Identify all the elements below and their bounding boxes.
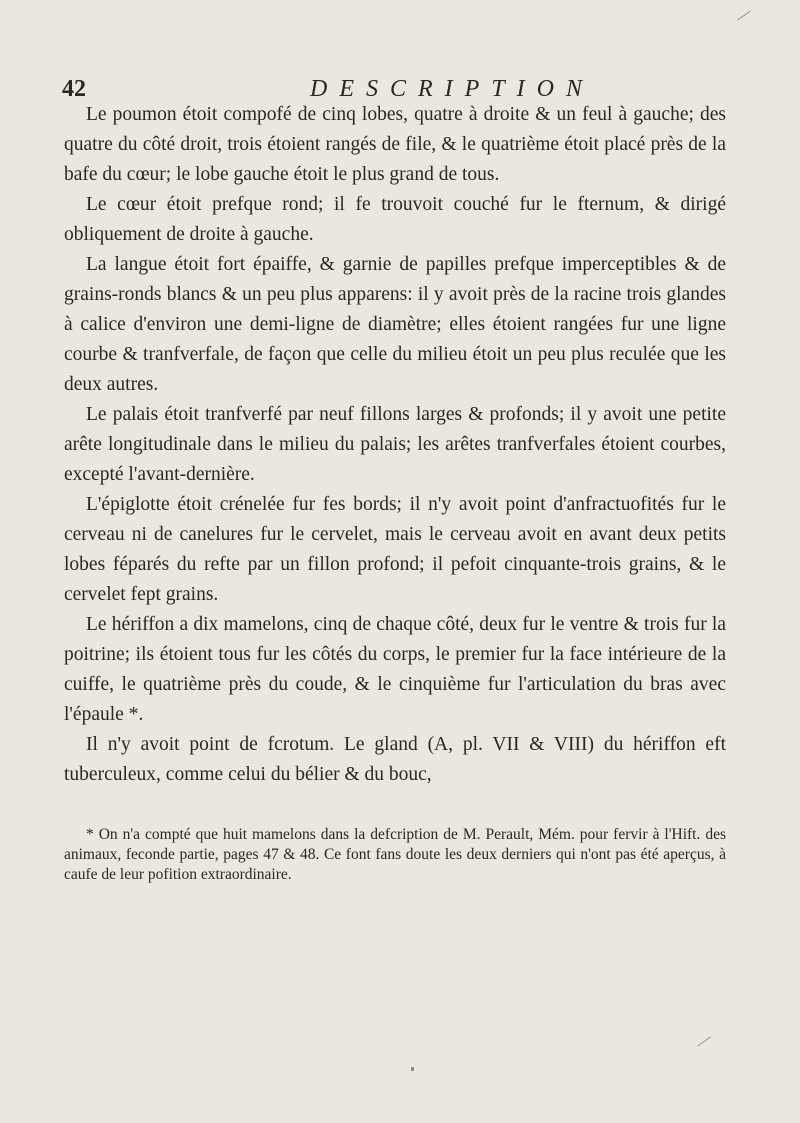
paragraph: Le poumon étoit compofé de cinq lobes, quatre à droite & un feul à gauche; des quatre du côté droit, trois étoient rangés de file, & le quatrième étoit placé près de la bafe du cœur; le lobe gauche étoit le plus grand de tous.	[64, 104, 726, 185]
page-number: 42	[62, 76, 86, 102]
running-title: DESCRIPTION	[310, 76, 594, 102]
paragraph: Il n'y avoit point de fcrotum. Le gland (A, pl. VII & VIII) du hériffon eft tuberculeux, comme celui du bélier & du bouc,	[64, 734, 726, 785]
footnote	[64, 825, 726, 885]
paragraph: Le palais étoit tranfverfé par neuf fillons larges & profonds; il y avoit une petite arête longitudinale dans le milieu du palais; les arêtes tranfverfales étoient courbes, excepté l'avant-dernière.	[64, 404, 726, 485]
paragraph: Le cœur étoit prefque rond; il fe trouvoit couché fur le fternum, & dirigé obliquement de droite à gauche.	[64, 194, 726, 245]
paragraph: Le hériffon a dix mamelons, cinq de chaque côté, deux fur le ventre & trois fur la poitrine; ils étoient tous fur les côtés du corps, le premier fur la face intérieure de la cuiffe, le quatrième près du coude, & le cinquième fur l'articulation du bras avec l'épaule *.	[64, 614, 726, 725]
ink-dot	[411, 1067, 414, 1071]
main-text	[64, 100, 726, 790]
paragraph: L'épiglotte étoit crénelée fur fes bords; il n'y avoit point d'anfractuofités fur le cerveau ni de canelures fur le cervelet, mais le cerveau avoit en avant deux petits lobes féparés du refte par un fillon profond; il pefoit cinquante-trois grains, & le cervelet fept grains.	[64, 494, 726, 605]
ink-mark	[737, 11, 751, 21]
paragraph: La langue étoit fort épaiffe, & garnie de papilles prefque imperceptibles & de grains-ronds blancs & un peu plus apparens: il y avoit près de la racine trois glandes à calice d'environ une demi-ligne de diamètre; elles étoient rangées fur une ligne courbe & tranfverfale, de façon que celle du milieu étoit un peu plus reculée que les deux autres.	[64, 254, 726, 395]
footnote-text: * On n'a compté que huit mamelons dans la defcription de M. Perault, Mém. pour fervir à l'Hift. des animaux, feconde partie, pages 47 & 48. Ce font fans doute les deux derniers qui n'ont pas été aperçus, à caufe de leur pofition extraordinaire.	[64, 826, 726, 883]
ink-mark	[697, 1037, 711, 1047]
